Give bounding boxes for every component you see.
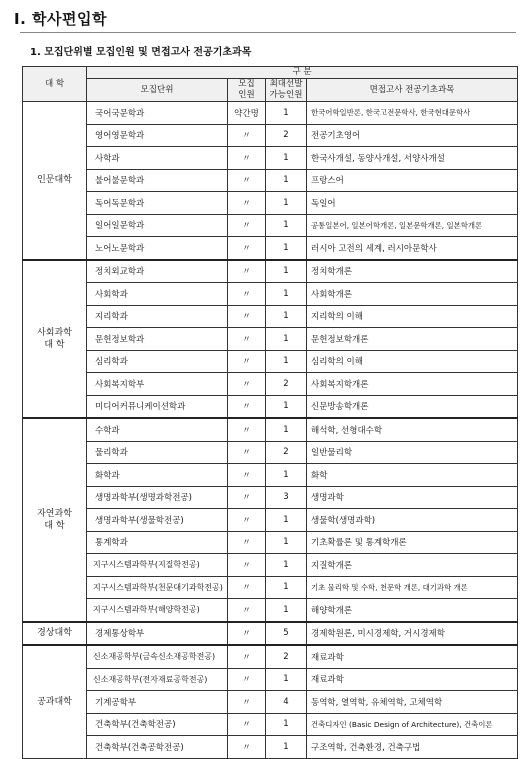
subjects-cell: 전공기초영어	[307, 124, 518, 147]
subjects-cell: 심리학의 이해	[307, 350, 518, 373]
quota-cell: 〃	[228, 283, 266, 306]
extra-cell: 1	[266, 464, 307, 487]
quota-cell: 〃	[228, 599, 266, 622]
extra-cell: 1	[266, 713, 307, 736]
subjects-cell: 지질학개론	[307, 554, 518, 577]
subjects-cell: 사회복지학개론	[307, 373, 518, 396]
quota-cell: 〃	[228, 237, 266, 260]
quota-cell: 〃	[228, 736, 266, 759]
unit-cell: 지구시스템과학부(지질학전공)	[87, 554, 228, 577]
table-row	[23, 691, 518, 714]
extra-cell: 1	[266, 350, 307, 373]
subjects-cell: 동역학, 열역학, 유체역학, 고체역학	[307, 691, 518, 714]
table-row	[23, 147, 518, 170]
unit-cell: 지구시스템과학부(해양학전공)	[87, 599, 228, 622]
subjects-cell: 생명과학	[307, 486, 518, 509]
quota-cell: 〃	[228, 373, 266, 396]
extra-cell: 1	[266, 102, 307, 125]
quota-cell: 〃	[228, 124, 266, 147]
table-row	[23, 214, 518, 237]
unit-cell: 건축학부(건축학전공)	[87, 713, 228, 736]
table-row	[23, 395, 518, 418]
table-row	[23, 713, 518, 736]
table-row	[23, 576, 518, 599]
extra-cell: 2	[266, 124, 307, 147]
quota-cell: 〃	[228, 531, 266, 554]
table-row	[23, 599, 518, 622]
table-row	[23, 509, 518, 532]
subjects-cell: 경제학원론, 미시경제학, 거시경제학	[307, 622, 518, 646]
extra-cell: 1	[266, 283, 307, 306]
subjects-cell: 재료과학	[307, 668, 518, 691]
unit-cell: 생명과학부(생물학전공)	[87, 509, 228, 532]
quota-cell: 〃	[228, 418, 266, 441]
extra-cell: 1	[266, 237, 307, 260]
table-row	[23, 645, 518, 668]
quota-cell: 〃	[228, 645, 266, 668]
table-row	[23, 486, 518, 509]
extra-cell: 3	[266, 486, 307, 509]
section-subtitle: 1. 모집단위별 모집인원 및 면접고사 전공기초과목	[30, 47, 252, 58]
college-cell: 사회과학 대 학	[23, 260, 87, 419]
unit-cell: 수학과	[87, 418, 228, 441]
unit-cell: 영어영문학과	[87, 124, 228, 147]
header-quota: 모집 인원	[228, 79, 266, 102]
subjects-cell: 재료과학	[307, 645, 518, 668]
table-row	[23, 668, 518, 691]
subjects-cell: 신문방송학개론	[307, 395, 518, 418]
subjects-cell: 화학	[307, 464, 518, 487]
quota-cell: 〃	[228, 260, 266, 283]
table-row	[23, 102, 518, 125]
subjects-cell: 기초 물리학 및 수학, 천문학 개론, 대기과학 개론	[307, 576, 518, 599]
subjects-cell: 건축디자인 (Basic Design of Architecture), 건축이론	[307, 713, 518, 736]
table-row	[23, 464, 518, 487]
extra-cell: 1	[266, 395, 307, 418]
quota-cell: 〃	[228, 147, 266, 170]
quota-cell: 약간명	[228, 102, 266, 125]
unit-cell: 신소재공학부(전자재료공학전공)	[87, 668, 228, 691]
extra-cell: 1	[266, 305, 307, 328]
table-row	[23, 169, 518, 192]
subjects-cell: 생물학(생명과학)	[307, 509, 518, 532]
table-row	[23, 554, 518, 577]
admission-table	[22, 66, 518, 759]
quota-cell: 〃	[228, 350, 266, 373]
quota-cell: 〃	[228, 441, 266, 464]
title-rule	[20, 32, 516, 33]
unit-cell: 통계학과	[87, 531, 228, 554]
subjects-cell: 구조역학, 건축환경, 건축구법	[307, 736, 518, 759]
unit-cell: 기계공학부	[87, 691, 228, 714]
table-row	[23, 418, 518, 441]
extra-cell: 2	[266, 645, 307, 668]
table-row	[23, 328, 518, 351]
unit-cell: 노어노문학과	[87, 237, 228, 260]
quota-cell: 〃	[228, 192, 266, 215]
subjects-cell: 지리학의 이해	[307, 305, 518, 328]
subjects-cell: 독일어	[307, 192, 518, 215]
college-cell: 경상대학	[23, 622, 87, 646]
extra-cell: 1	[266, 576, 307, 599]
unit-cell: 미디어커뮤니케이션학과	[87, 395, 228, 418]
subjects-cell: 러시아 고전의 세계, 러시아문학사	[307, 237, 518, 260]
extra-cell: 1	[266, 418, 307, 441]
header-college: 대 학	[23, 67, 87, 102]
extra-cell: 1	[266, 169, 307, 192]
quota-cell: 〃	[228, 328, 266, 351]
quota-cell: 〃	[228, 169, 266, 192]
table-row	[23, 192, 518, 215]
unit-cell: 국어국문학과	[87, 102, 228, 125]
subjects-cell: 문헌정보학개론	[307, 328, 518, 351]
unit-cell: 지구시스템과학부(천문대기과학전공)	[87, 576, 228, 599]
header-group: 구 분	[87, 67, 518, 79]
table-body	[23, 102, 518, 759]
unit-cell: 불어불문학과	[87, 169, 228, 192]
subjects-cell: 사회학개론	[307, 283, 518, 306]
unit-cell: 지리학과	[87, 305, 228, 328]
subjects-cell: 공통일본어, 일본어학개론, 일본문학개론, 일본학개론	[307, 214, 518, 237]
extra-cell: 1	[266, 599, 307, 622]
quota-cell: 〃	[228, 464, 266, 487]
subjects-cell: 기초확률론 및 통계학개론	[307, 531, 518, 554]
college-cell: 공과대학	[23, 645, 87, 758]
unit-cell: 사학과	[87, 147, 228, 170]
extra-cell: 1	[266, 147, 307, 170]
extra-cell: 4	[266, 691, 307, 714]
extra-cell: 2	[266, 441, 307, 464]
table-row	[23, 736, 518, 759]
unit-cell: 건축학부(건축공학전공)	[87, 736, 228, 759]
quota-cell: 〃	[228, 713, 266, 736]
subjects-cell: 해양학개론	[307, 599, 518, 622]
unit-cell: 경제통상학부	[87, 622, 228, 646]
unit-cell: 일어일문학과	[87, 214, 228, 237]
quota-cell: 〃	[228, 305, 266, 328]
subjects-cell: 프랑스어	[307, 169, 518, 192]
unit-cell: 정치외교학과	[87, 260, 228, 283]
extra-cell: 1	[266, 554, 307, 577]
table-row	[23, 373, 518, 396]
extra-cell: 1	[266, 736, 307, 759]
unit-cell: 심리학과	[87, 350, 228, 373]
subjects-cell: 정치학개론	[307, 260, 518, 283]
table-row	[23, 305, 518, 328]
table-row	[23, 237, 518, 260]
table-row	[23, 622, 518, 646]
extra-cell: 1	[266, 328, 307, 351]
extra-cell: 1	[266, 260, 307, 283]
unit-cell: 생명과학부(생명과학전공)	[87, 486, 228, 509]
unit-cell: 문헌정보학과	[87, 328, 228, 351]
extra-cell: 2	[266, 373, 307, 396]
subjects-cell: 한국어학일반론, 한국고전문학사, 한국현대문학사	[307, 102, 518, 125]
page-title: Ⅰ. 학사편입학	[14, 10, 107, 28]
table-row	[23, 124, 518, 147]
quota-cell: 〃	[228, 691, 266, 714]
header-extra: 최대선발 가능인원	[266, 79, 307, 102]
unit-cell: 신소재공학부(금속신소재공학전공)	[87, 645, 228, 668]
quota-cell: 〃	[228, 576, 266, 599]
extra-cell: 1	[266, 214, 307, 237]
table-row	[23, 531, 518, 554]
header-subjects: 면접고사 전공기초과목	[307, 79, 518, 102]
extra-cell: 1	[266, 192, 307, 215]
college-cell: 인문대학	[23, 102, 87, 260]
unit-cell: 독어독문학과	[87, 192, 228, 215]
extra-cell: 1	[266, 668, 307, 691]
unit-cell: 화학과	[87, 464, 228, 487]
quota-cell: 〃	[228, 486, 266, 509]
table-row	[23, 441, 518, 464]
subjects-cell: 한국사개설, 동양사개설, 서양사개설	[307, 147, 518, 170]
extra-cell: 1	[266, 509, 307, 532]
table-row	[23, 283, 518, 306]
table-row	[23, 260, 518, 283]
quota-cell: 〃	[228, 214, 266, 237]
quota-cell: 〃	[228, 509, 266, 532]
unit-cell: 사회복지학부	[87, 373, 228, 396]
quota-cell: 〃	[228, 622, 266, 646]
college-cell: 자연과학 대 학	[23, 418, 87, 622]
subjects-cell: 일반물리학	[307, 441, 518, 464]
extra-cell: 5	[266, 622, 307, 646]
subjects-cell: 해석학, 선형대수학	[307, 418, 518, 441]
unit-cell: 물리학과	[87, 441, 228, 464]
quota-cell: 〃	[228, 668, 266, 691]
header-unit: 모집단위	[87, 79, 228, 102]
quota-cell: 〃	[228, 554, 266, 577]
unit-cell: 사회학과	[87, 283, 228, 306]
table-row	[23, 350, 518, 373]
quota-cell: 〃	[228, 395, 266, 418]
extra-cell: 1	[266, 531, 307, 554]
